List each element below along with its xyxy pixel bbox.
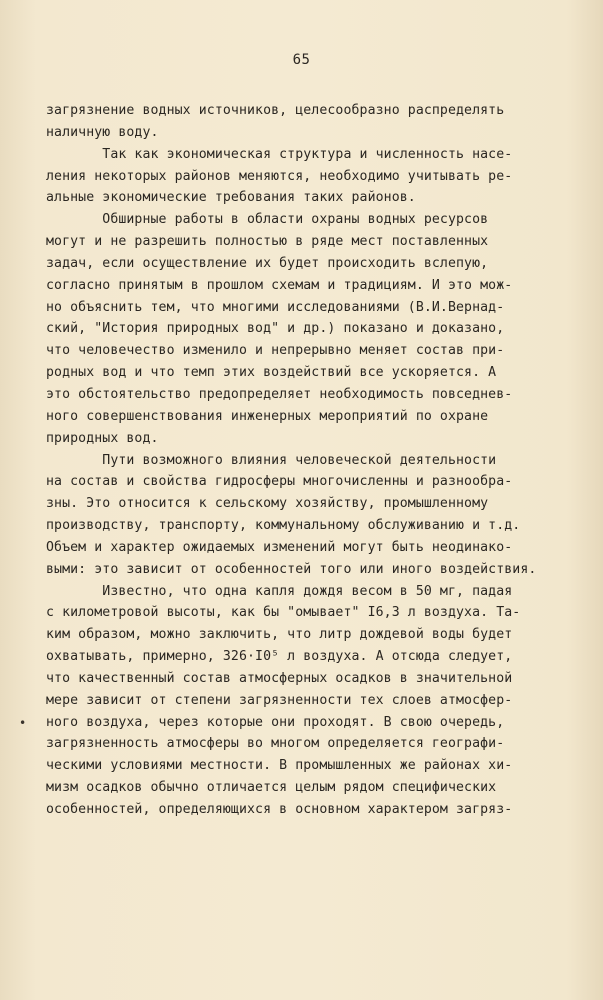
page-number: 65 <box>292 52 311 68</box>
text-line: с километровой высоты, как бы "омывает" I6,3 л воздуха. Та- <box>46 605 521 621</box>
text-line: что человечество изменило и непрерывно меняет состав при- <box>46 343 505 359</box>
text-line: мере зависит от степени загрязненности тех слоев атмосфер- <box>46 692 513 708</box>
text-line: особенностей, определяющихся в основном характером загряз- <box>46 802 513 817</box>
text-line: ский, "История природных вод" и др.) показано и доказано, <box>46 321 505 337</box>
text-line: согласно принятым в прошлом схемам и традициям. И это мож- <box>46 277 513 293</box>
text-line: ного воздуха, через которые они проходят. В свою очередь, <box>46 714 505 730</box>
text-line: Так как экономическая структура и численность насе- <box>46 146 513 162</box>
text-line: ного совершенствования инженерных мероприятий по охране <box>46 408 489 424</box>
text-line: выми: это зависит от особенностей того или иного воздействия. <box>46 561 537 577</box>
text-line: но объяснить тем, что многими исследованиями (В.И.Вернад- <box>46 299 505 315</box>
text-line: ким образом, можно заключить, что литр дождевой воды будет <box>46 627 513 643</box>
text-line: мизм осадков обычно отличается целым рядом специфических <box>46 780 497 796</box>
text-line: родных вод и что темп этих воздействий все ускоряется. А <box>46 365 497 381</box>
text-line: Обширные работы в области охраны водных ресурсов <box>46 212 489 228</box>
text-line: загрязнение водных источников, целесообразно распределять <box>46 103 505 118</box>
margin-mark: • <box>19 716 27 730</box>
text-line: это обстоятельство предопределяет необходимость повседнев- <box>46 386 513 402</box>
text-line: альные экономические требования таких районов. <box>46 190 416 206</box>
text-line: наличную воду. <box>46 124 159 140</box>
text-line: производству, транспорту, коммунальному обслуживанию и т.д. <box>46 518 521 534</box>
text-line: ления некоторых районов меняются, необходимо учитывать ре- <box>46 168 513 184</box>
text-line: на состав и свойства гидросферы многочисленны и разнообра- <box>46 474 513 490</box>
text-line: могут и не разрешить полностью в ряде мест поставленных <box>46 234 489 250</box>
text-line: охватывать, примерно, 326·I0⁵ л воздуха. А отсюда следует, <box>46 649 513 665</box>
text-line: что качественный состав атмосферных осадков в значительной <box>46 670 513 686</box>
text-line: Объем и характер ожидаемых изменений могут быть неодинако- <box>46 539 513 555</box>
text-line: Пути возможного влияния человеческой деятельности <box>46 452 497 468</box>
text-line: Известно, что одна капля дождя весом в 50 мг, падая <box>46 583 513 599</box>
text-line: задач, если осуществление их будет происходить вслепую, <box>46 255 489 271</box>
body-text <box>46 100 576 821</box>
text-line: зны. Это относится к сельскому хозяйству, промышленному <box>46 496 489 512</box>
text-line: загрязненность атмосферы во многом определяется географи- <box>46 736 505 752</box>
text-line: ческими условиями местности. В промышленных же районах хи- <box>46 758 513 774</box>
text-line: природных вод. <box>46 430 159 446</box>
